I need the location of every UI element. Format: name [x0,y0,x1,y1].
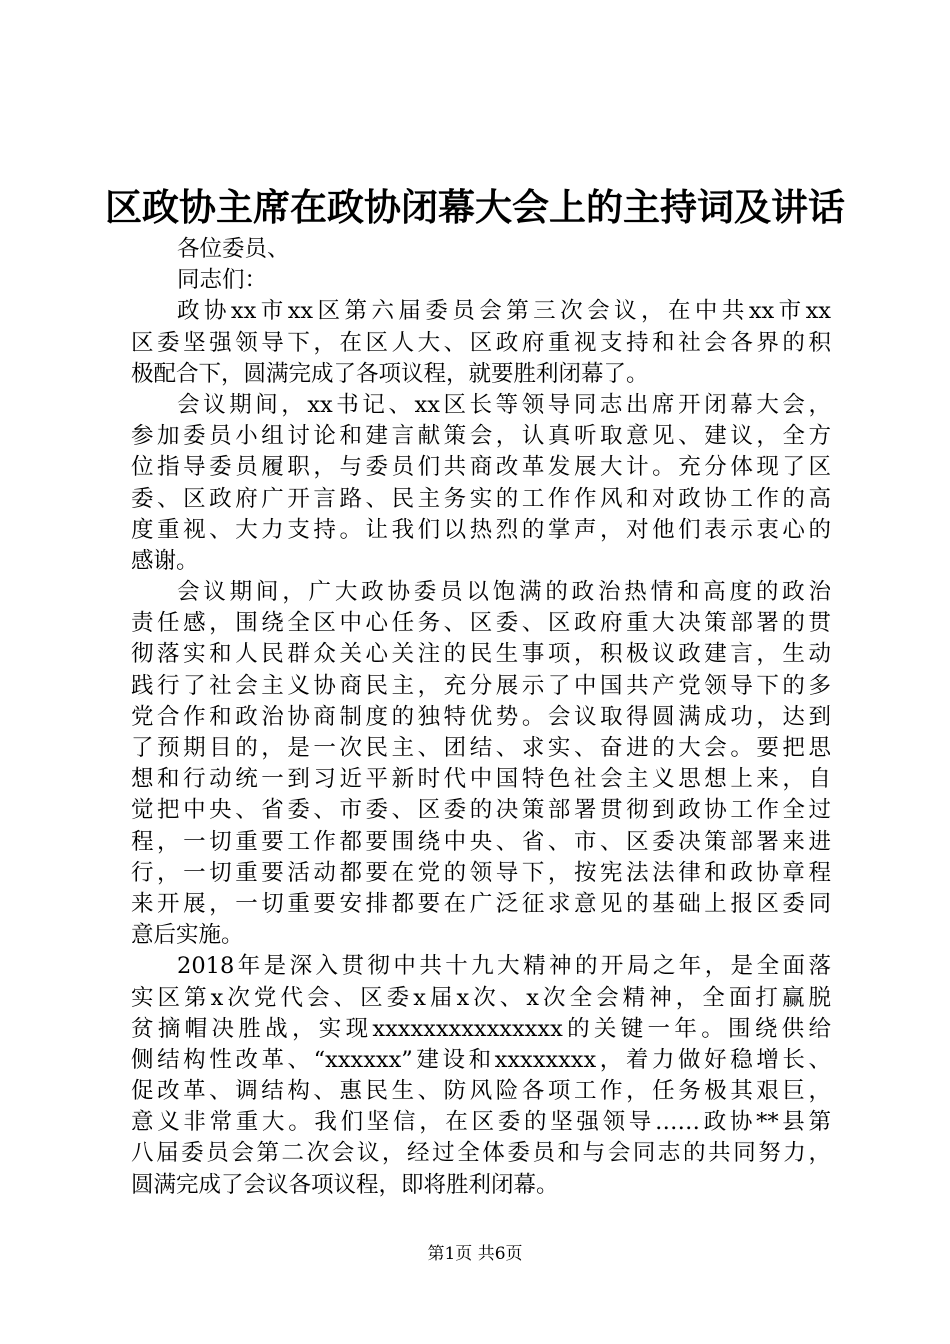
text-line: 会议期间，xx书记、xx区长等领导同志出席开闭幕大会， [177,391,831,418]
text-line: 了预期目的，是一次民主、团结、求实、奋进的大会。要把思 [131,735,831,761]
text-line: 各位委员、 [177,236,290,262]
text-line: 同志们： [177,267,268,294]
text-line: 意义非常重大。我们坚信，在区委的坚强领导……政协**县第 [131,1109,831,1136]
text-line: 来开展，一切重要安排都要在广泛征求意见的基础上报区委同 [131,890,831,917]
text-line: 区委坚强领导下，在区人大、区政府重视支持和社会各界的积 [131,329,831,356]
text-line: 八届委员会第二次会议，经过全体委员和与会同志的共同努力， [131,1140,831,1167]
text-line: 度重视、大力支持。让我们以热烈的掌声，对他们表示衷心的 [131,516,831,543]
text-line: 侧结构性改革、“xxxxxx”建设和xxxxxxxx，着力做好稳增长、 [131,1046,831,1073]
text-line: 位指导委员履职，与委员们共商改革发展大计。充分体现了区 [131,454,831,481]
text-line: 党合作和政治协商制度的独特优势。会议取得圆满成功，达到 [131,703,831,730]
text-line: 想和行动统一到习近平新时代中国特色社会主义思想上来，自 [131,766,831,793]
text-line: 参加委员小组讨论和建言献策会，认真听取意见、建议，全方 [131,423,831,450]
text-line: 意后实施。 [131,922,244,949]
text-line: 行，一切重要活动都要在党的领导下，按宪法法律和政协章程 [131,859,831,886]
text-line: 彻落实和人民群众关心关注的民生事项，积极议政建言，生动 [131,641,831,668]
document-body [131,234,831,1201]
text-line: 促改革、调结构、惠民生、防风险各项工作，任务极其艰巨， [131,1078,831,1105]
text-line: 贫摘帽决胜战，实现xxxxxxxxxxxxxxx的关键一年。围绕供给 [131,1015,831,1042]
text-line: 践行了社会主义协商民主，充分展示了中国共产党领导下的多 [131,672,831,699]
text-line: 感谢。 [131,547,199,574]
text-line: 圆满完成了会议各项议程，即将胜利闭幕。 [131,1171,559,1198]
text-line: 觉把中央、省委、市委、区委的决策部署贯彻到政协工作全过 [131,797,831,824]
text-line: 政协xx市xx区第六届委员会第三次会议，在中共xx市xx [177,298,831,325]
text-line: 极配合下，圆满完成了各项议程，就要胜利闭幕了。 [131,360,649,387]
text-line: 程，一切重要工作都要围绕中央、省、市、区委决策部署来进 [131,828,831,855]
text-line: 委、区政府广开言路、民主务实的工作作风和对政协工作的高 [131,485,831,512]
text-line: 责任感，围绕全区中心任务、区委、区政府重大决策部署的贯 [131,610,831,637]
document-title: 区政协主席在政协闭幕大会上的主持词及讲话 [105,185,845,229]
page-footer: 第1页 共6页 [427,1244,523,1264]
text-line: 实区第x次党代会、区委x届x次、x次全会精神，全面打赢脱 [131,984,831,1011]
text-line: 2018年是深入贯彻中共十九大精神的开局之年，是全面落 [177,953,831,980]
text-line: 会议期间，广大政协委员以饱满的政治热情和高度的政治 [177,579,831,606]
